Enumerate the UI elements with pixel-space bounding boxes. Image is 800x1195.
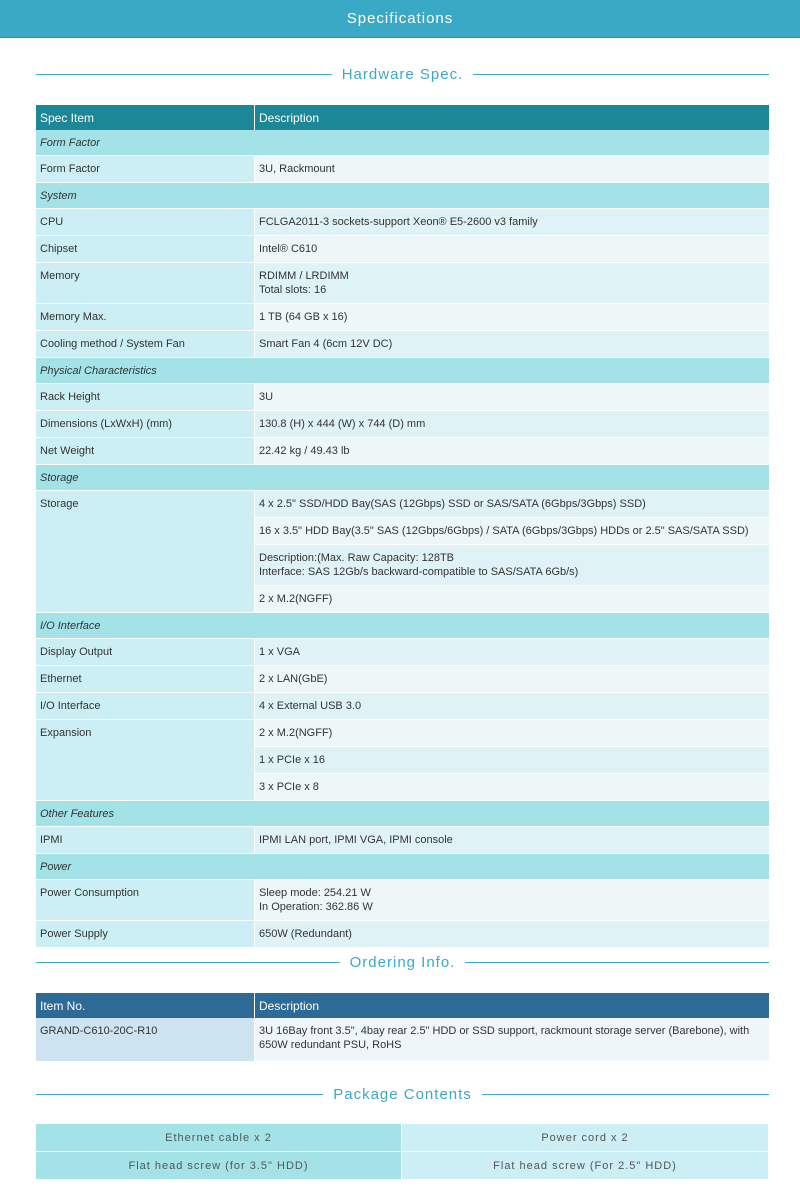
page-banner bbox=[0, 0, 800, 38]
category-label: I/O Interface bbox=[36, 613, 769, 639]
spec-description-cell: Intel® C610 bbox=[255, 236, 769, 263]
spec-description-cell: Description:(Max. Raw Capacity: 128TB Interface: SAS 12Gb/s backward-compatible to SAS/SATA 6Gb/s) bbox=[255, 545, 769, 586]
ordering-section-heading bbox=[36, 952, 769, 972]
category-label: Power bbox=[36, 854, 769, 880]
package-item: Flat head screw (For 2.5" HDD) bbox=[402, 1152, 769, 1180]
table-row bbox=[36, 331, 769, 358]
table-row bbox=[36, 666, 769, 693]
table-row bbox=[36, 236, 769, 263]
table-row bbox=[36, 720, 769, 747]
table-row bbox=[36, 156, 769, 183]
category-label: Storage bbox=[36, 465, 769, 491]
spec-item-cell: Memory bbox=[36, 263, 255, 304]
spec-item-cell: Storage bbox=[36, 491, 255, 613]
column-header-description: Description bbox=[255, 993, 769, 1018]
table-row bbox=[36, 827, 769, 854]
table-row bbox=[36, 921, 769, 948]
spec-item-cell: Display Output bbox=[36, 639, 255, 666]
ordering-info-table bbox=[36, 993, 769, 1061]
hardware-spec-table bbox=[36, 105, 769, 948]
spec-item-cell: Expansion bbox=[36, 720, 255, 801]
package-section-heading bbox=[36, 1084, 769, 1104]
category-row bbox=[36, 854, 769, 880]
hardware-section-title: Hardware Spec. bbox=[341, 65, 464, 83]
spec-description-cell: 1 x VGA bbox=[255, 639, 769, 666]
spec-description-cell: Sleep mode: 254.21 W In Operation: 362.86 W bbox=[255, 880, 769, 921]
table-row bbox=[36, 209, 769, 236]
ordering-section-title: Ordering Info. bbox=[349, 953, 456, 971]
divider-line bbox=[36, 74, 332, 75]
category-label: Form Factor bbox=[36, 130, 769, 156]
table-row bbox=[36, 304, 769, 331]
spec-item-cell: I/O Interface bbox=[36, 693, 255, 720]
item-number-cell: GRAND-C610-20C-R10 bbox=[36, 1018, 255, 1061]
package-item: Ethernet cable x 2 bbox=[36, 1124, 402, 1152]
table-row bbox=[36, 438, 769, 465]
category-label: Other Features bbox=[36, 801, 769, 827]
table-row bbox=[36, 411, 769, 438]
spec-description-cell: RDIMM / LRDIMM Total slots: 16 bbox=[255, 263, 769, 304]
category-row bbox=[36, 130, 769, 156]
category-row bbox=[36, 613, 769, 639]
spec-description-cell: 4 x 2.5" SSD/HDD Bay(SAS (12Gbps) SSD or SAS/SATA (6Gbps/3Gbps) SSD) bbox=[255, 491, 769, 518]
spec-item-cell: Memory Max. bbox=[36, 304, 255, 331]
table-row bbox=[36, 1018, 769, 1061]
category-label: System bbox=[36, 183, 769, 209]
spec-description-cell: 1 TB (64 GB x 16) bbox=[255, 304, 769, 331]
table-row bbox=[36, 639, 769, 666]
table-row bbox=[36, 880, 769, 921]
spec-description-cell: 1 x PCIe x 16 bbox=[255, 747, 769, 774]
table-header-row bbox=[36, 993, 769, 1018]
package-item: Power cord x 2 bbox=[402, 1124, 769, 1152]
spec-item-cell: Dimensions (LxWxH) (mm) bbox=[36, 411, 255, 438]
spec-description-cell: 2 x LAN(GbE) bbox=[255, 666, 769, 693]
divider-line bbox=[473, 74, 769, 75]
spec-description-cell: 22.42 kg / 49.43 lb bbox=[255, 438, 769, 465]
hardware-section-heading bbox=[36, 64, 769, 84]
column-header-description: Description bbox=[255, 105, 769, 130]
spec-item-cell: Cooling method / System Fan bbox=[36, 331, 255, 358]
spec-description-cell: 2 x M.2(NGFF) bbox=[255, 586, 769, 613]
spec-item-cell: Chipset bbox=[36, 236, 255, 263]
package-contents-grid bbox=[36, 1124, 769, 1180]
spec-description-cell: Smart Fan 4 (6cm 12V DC) bbox=[255, 331, 769, 358]
table-header-row bbox=[36, 105, 769, 130]
spec-item-cell: Net Weight bbox=[36, 438, 255, 465]
table-row bbox=[36, 384, 769, 411]
spec-description-cell: FCLGA2011-3 sockets-support Xeon® E5-2600 v3 family bbox=[255, 209, 769, 236]
package-item: Flat head screw (for 3.5" HDD) bbox=[36, 1152, 402, 1180]
category-row bbox=[36, 465, 769, 491]
spec-item-cell: CPU bbox=[36, 209, 255, 236]
spec-description-cell: 2 x M.2(NGFF) bbox=[255, 720, 769, 747]
category-row bbox=[36, 358, 769, 384]
spec-item-cell: Rack Height bbox=[36, 384, 255, 411]
column-header-item-no: Item No. bbox=[36, 993, 255, 1018]
spec-description-cell: 4 x External USB 3.0 bbox=[255, 693, 769, 720]
spec-item-cell: Power Supply bbox=[36, 921, 255, 948]
spec-item-cell: Ethernet bbox=[36, 666, 255, 693]
category-row bbox=[36, 801, 769, 827]
category-label: Physical Characteristics bbox=[36, 358, 769, 384]
spec-description-cell: 3U bbox=[255, 384, 769, 411]
item-description-cell: 3U 16Bay front 3.5", 4bay rear 2.5" HDD or SSD support, rackmount storage server (Barebone), with 650W redundant PSU, RoHS bbox=[255, 1018, 769, 1061]
spec-item-cell: IPMI bbox=[36, 827, 255, 854]
spec-description-cell: 130.8 (H) x 444 (W) x 744 (D) mm bbox=[255, 411, 769, 438]
divider-line bbox=[465, 962, 769, 963]
category-row bbox=[36, 183, 769, 209]
banner-title: Specifications bbox=[346, 10, 454, 27]
spec-description-cell: 3 x PCIe x 8 bbox=[255, 774, 769, 801]
table-row bbox=[36, 263, 769, 304]
table-row bbox=[36, 693, 769, 720]
spec-item-cell: Power Consumption bbox=[36, 880, 255, 921]
spec-description-cell: 3U, Rackmount bbox=[255, 156, 769, 183]
divider-line bbox=[36, 1094, 323, 1095]
divider-line bbox=[482, 1094, 769, 1095]
spec-description-cell: 16 x 3.5" HDD Bay(3.5" SAS (12Gbps/6Gbps) / SATA (6Gbps/3Gbps) HDDs or 2.5" SAS/SATA SSD) bbox=[255, 518, 769, 545]
divider-line bbox=[36, 962, 340, 963]
spec-item-cell: Form Factor bbox=[36, 156, 255, 183]
spec-description-cell: 650W (Redundant) bbox=[255, 921, 769, 948]
spec-description-cell: IPMI LAN port, IPMI VGA, IPMI console bbox=[255, 827, 769, 854]
package-section-title: Package Contents bbox=[333, 1085, 472, 1103]
table-row bbox=[36, 491, 769, 518]
column-header-spec-item: Spec Item bbox=[36, 105, 255, 130]
